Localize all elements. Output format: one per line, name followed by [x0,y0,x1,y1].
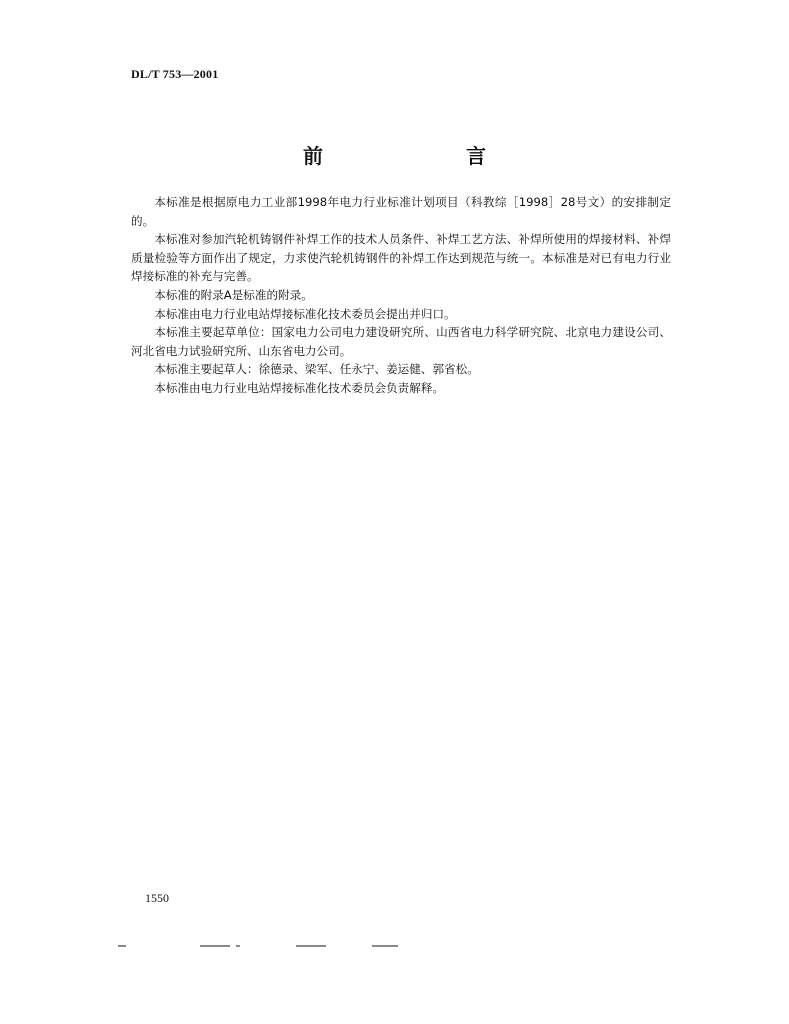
document-code: DL/T 753—2001 [131,67,219,81]
page-number: 1550 [145,891,169,905]
paragraph-drafters: 本标准主要起草人：徐德录、梁军、任永宁、姜运健、郭省松。 [154,362,479,377]
paragraph-proposer: 本标准由电力行业电站焊接标准化技术委员会提出并归口。 [154,306,456,321]
foreword-body [131,193,671,398]
paragraph-appendix: 本标准的附录A是标准的附录。 [154,287,313,302]
scan-noise-marks [0,945,789,951]
page-title: 前 言 [303,144,554,168]
paragraph-drafting-units: 本标准主要起草单位：国家电力公司电力建设研究所、山西省电力科学研究院、北京电力建设公司、河北省电力试验研究所、山东省电力公司。 [131,325,671,358]
paragraph-plan-basis: 本标准是根据原电力工业部1998年电力行业标准计划项目（科教综［1998］28号文）的安排制定的。 [131,195,671,228]
paragraph-scope: 本标准对参加汽轮机铸钢件补焊工作的技术人员条件、补焊工艺方法、补焊所使用的焊接材料、补焊质量检验等方面作出了规定，力求使汽轮机铸钢件的补焊工作达到规范与统一。本标准是对已有电力行业焊接标准的补充与完善。 [131,232,671,284]
paragraph-interpretation: 本标准由电力行业电站焊接标准化技术委员会负责解释。 [154,380,445,395]
